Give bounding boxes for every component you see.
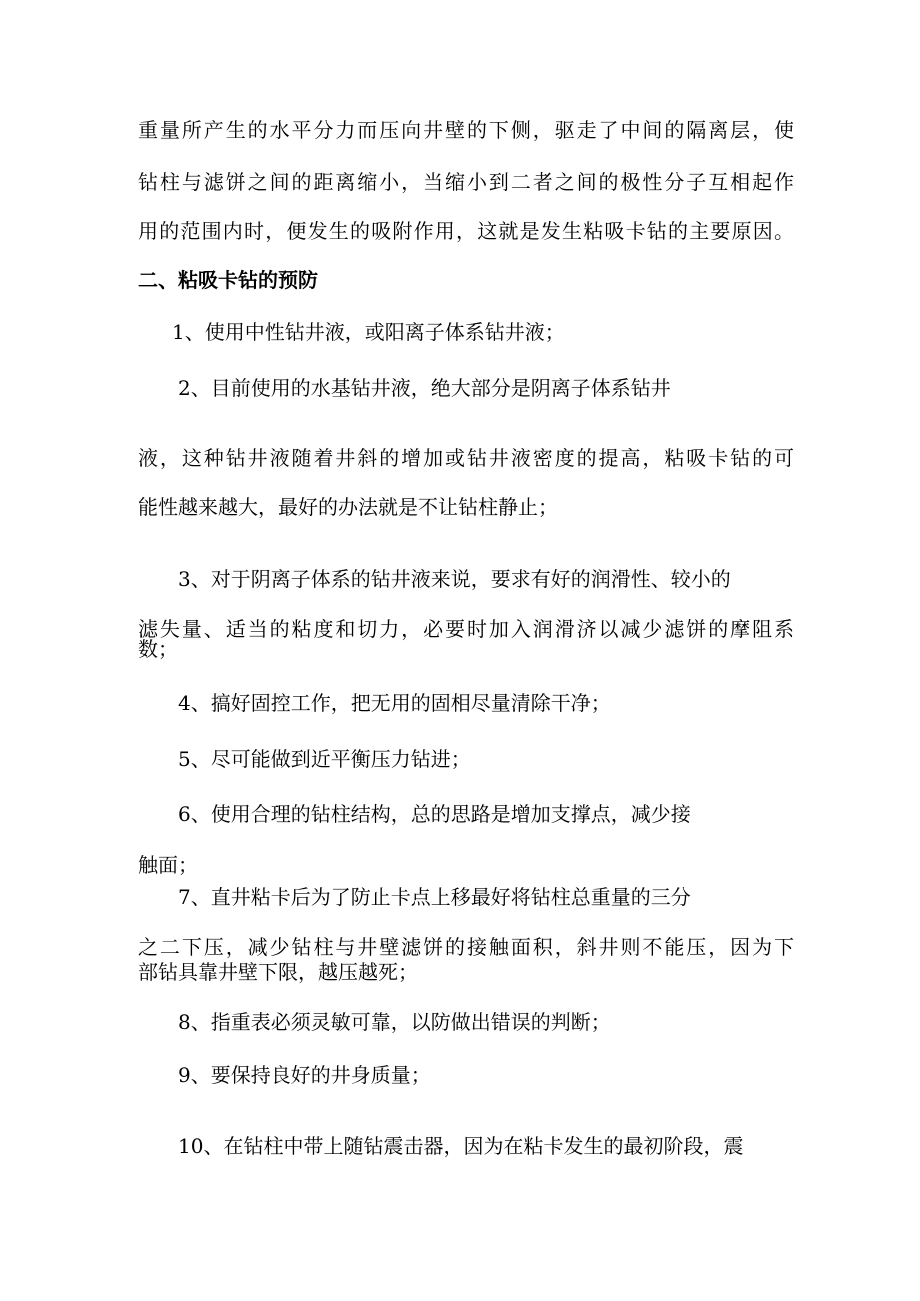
list-item-2-continued: 液，这种钻井液随着井斜的增加或钻井液密度的提高，粘吸卡钻的可: [138, 446, 794, 470]
list-item-7: 7、直井粘卡后为了防止卡点上移最好将钻柱总重量的三分: [178, 885, 691, 909]
list-item-1: 1、使用中性钻井液，或阳离子体系钻井液；: [172, 320, 565, 344]
paragraph-line-3: 用的范围内时，便发生的吸附作用，这就是发生粘吸卡钻的主要原因。: [138, 219, 794, 243]
list-item-9: 9、要保持良好的井身质量；: [178, 1063, 431, 1087]
list-item-3: 3、对于阴离子体系的钻井液来说，要求有好的润滑性、较小的: [178, 567, 731, 591]
list-item-10: 10、在钻柱中带上随钻震击器，因为在粘卡发生的最初阶段，震: [178, 1134, 744, 1158]
list-item-4: 4、搞好固控工作，把无用的固相尽量清除干净；: [178, 691, 611, 715]
list-item-3-end: 数；: [138, 637, 178, 661]
list-item-8: 8、指重表必须灵敏可靠，以防做出错误的判断；: [178, 1010, 611, 1034]
list-item-7-end: 部钻具靠井壁下限，越压越死；: [138, 960, 418, 984]
list-item-7-continued: 之二下压，减少钻柱与井壁滤饼的接触面积，斜井则不能压，因为下: [138, 935, 794, 959]
paragraph-line-1: 重量所产生的水平分力而压向井壁的下侧，驱走了中间的隔离层，使: [138, 118, 794, 142]
list-item-3-continued: 滤失量、适当的粘度和切力，必要时加入润滑济以减少滤饼的摩阻系: [138, 617, 794, 641]
list-item-6: 6、使用合理的钻柱结构，总的思路是增加支撑点，减少接: [178, 802, 691, 826]
list-item-6-end: 触面；: [138, 853, 198, 877]
list-item-2: 2、目前使用的水基钻井液，绝大部分是阴离子体系钻井: [178, 376, 671, 400]
paragraph-line-2: 钻柱与滤饼之间的距离缩小，当缩小到二者之间的极性分子互相起作: [138, 170, 794, 194]
list-item-2-end: 能性越来越大，最好的办法就是不让钻柱静止；: [138, 495, 558, 519]
list-item-5: 5、尽可能做到近平衡压力钻进；: [178, 747, 471, 771]
section-heading: 二、粘吸卡钻的预防: [138, 268, 318, 292]
